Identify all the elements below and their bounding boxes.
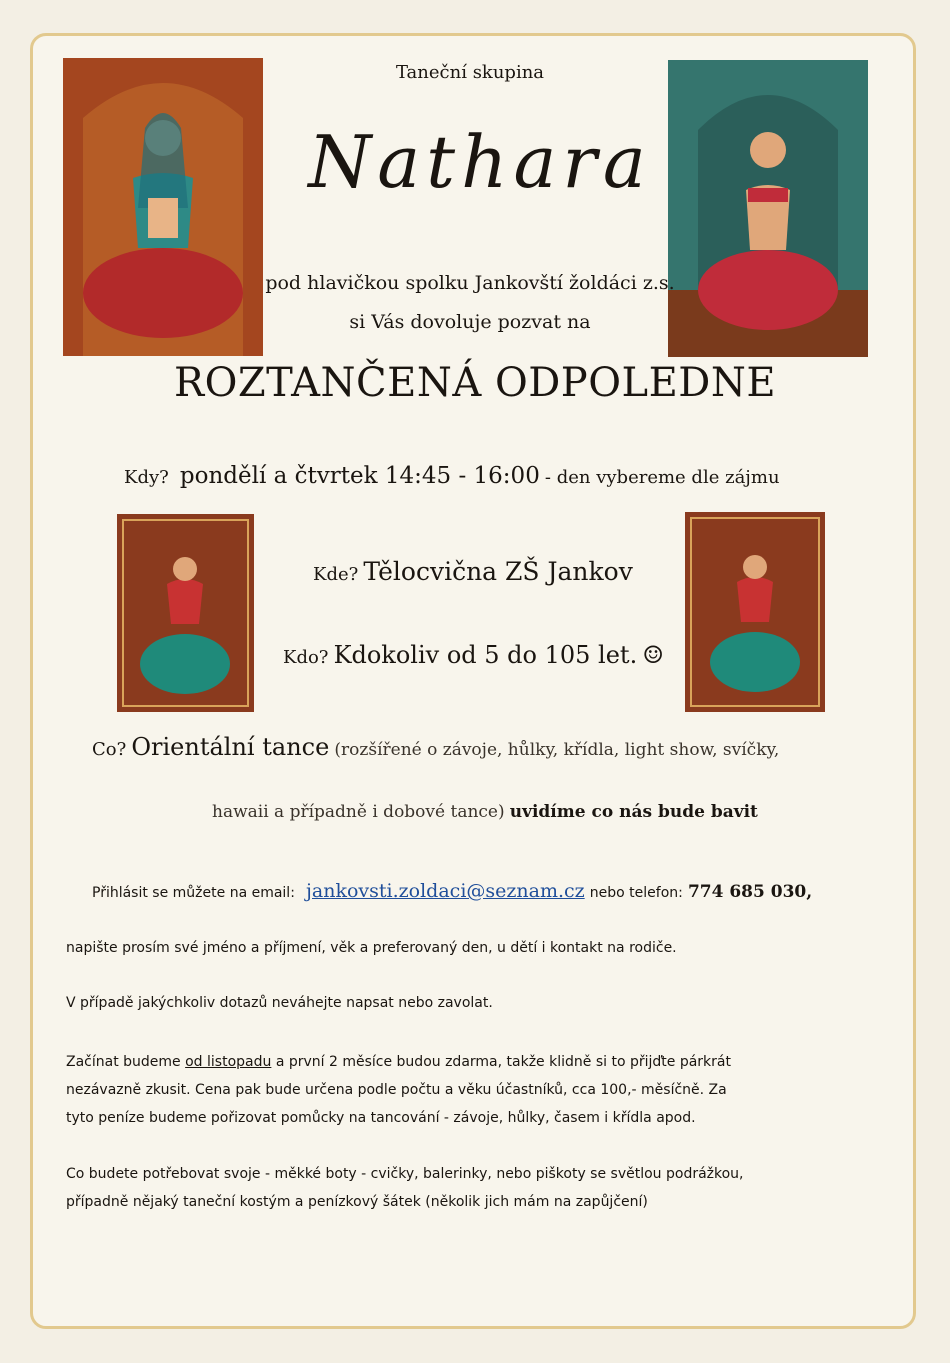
- paragraph-3-line-3: tyto peníze budeme pořizovat pomůcky na tancování - závoje, hůlky, časem i křídla apod.: [66, 1110, 696, 1126]
- what-note-2: hawaii a případně i dobové tance): [212, 802, 505, 822]
- paragraph-3: [66, 1048, 731, 1132]
- when-row: [124, 463, 844, 489]
- paragraph-2: V případě jakýchkoliv dotazů neváhejte napsat nebo zavolat.: [66, 995, 493, 1011]
- when-value: pondělí a čtvrtek 14:45 - 16:00: [179, 463, 540, 489]
- what-label: Co?: [92, 739, 127, 760]
- what-row-2: [212, 802, 758, 822]
- who-label: Kdo?: [283, 647, 329, 668]
- contact-prefix: Přihlásit se můžete na email:: [92, 885, 295, 901]
- email-link[interactable]: jankovsti.zoldaci@seznam.cz: [306, 880, 585, 902]
- where-value: Tělocvična ZŠ Jankov: [363, 557, 633, 586]
- paragraph-1: napište prosím své jméno a příjmení, věk a preferovaný den, u dětí i kontakt na rodiče.: [66, 940, 677, 956]
- event-title: ROZTANČENÁ ODPOLEDNE: [173, 360, 777, 406]
- when-note: - den vybereme dle zájmu: [544, 467, 780, 488]
- who-value: Kdokoliv od 5 do 105 let.: [333, 641, 638, 669]
- paragraph-3-line-2: nezávazně zkusit. Cena pak bude určena podle počtu a věku účastníků, cca 100,- měsíčně. Za: [66, 1082, 727, 1098]
- phone-number: 774 685 030,: [687, 882, 813, 902]
- paragraph-3-start: Začínat budeme: [66, 1054, 186, 1070]
- what-note-1: (rozšířené o závoje, hůlky, křídla, light show, svíčky,: [334, 740, 780, 760]
- paragraph-4: [66, 1160, 744, 1216]
- what-value: Orientální tance: [131, 733, 330, 761]
- paragraph-4-line-1: Co budete potřebovat svoje - měkké boty - cvičky, balerinky, nebo piškoty se světlou podrážkou,: [66, 1166, 744, 1182]
- paragraph-3-rest: a první 2 měsíce budou zdarma, takže klidně si to přijďte párkrát: [271, 1054, 731, 1070]
- contact-row: [92, 880, 812, 902]
- where-label: Kde?: [313, 564, 359, 585]
- phone-label: nebo telefon:: [589, 885, 683, 901]
- smiley-icon: ☺: [642, 641, 664, 669]
- what-row: [92, 733, 882, 761]
- dancer-image-top-left: [63, 58, 263, 356]
- logo-text: Nathara: [308, 120, 652, 204]
- dancer-image-top-right: [668, 60, 868, 357]
- when-label: Kdy?: [124, 467, 169, 488]
- what-note-2-bold: uvidíme co nás bude bavit: [509, 802, 758, 822]
- dancer-image-middle-left: [117, 514, 254, 712]
- paragraph-3-underlined: od listopadu: [185, 1054, 272, 1070]
- group-label: Taneční skupina: [395, 62, 545, 83]
- paragraph-4-line-2: případně nějaký taneční kostým a penízkový šátek (několik jich mám na zapůjčení): [66, 1194, 648, 1210]
- paragraph-3-line-1: [66, 1048, 731, 1076]
- invite-line: si Vás dovoluje pozvat na: [349, 311, 591, 333]
- dancer-image-middle-right: [685, 512, 825, 712]
- who-row: [283, 641, 664, 669]
- org-line: pod hlavičkou spolku Jankovští žoldáci z.s.: [265, 272, 675, 294]
- where-row: [313, 557, 633, 586]
